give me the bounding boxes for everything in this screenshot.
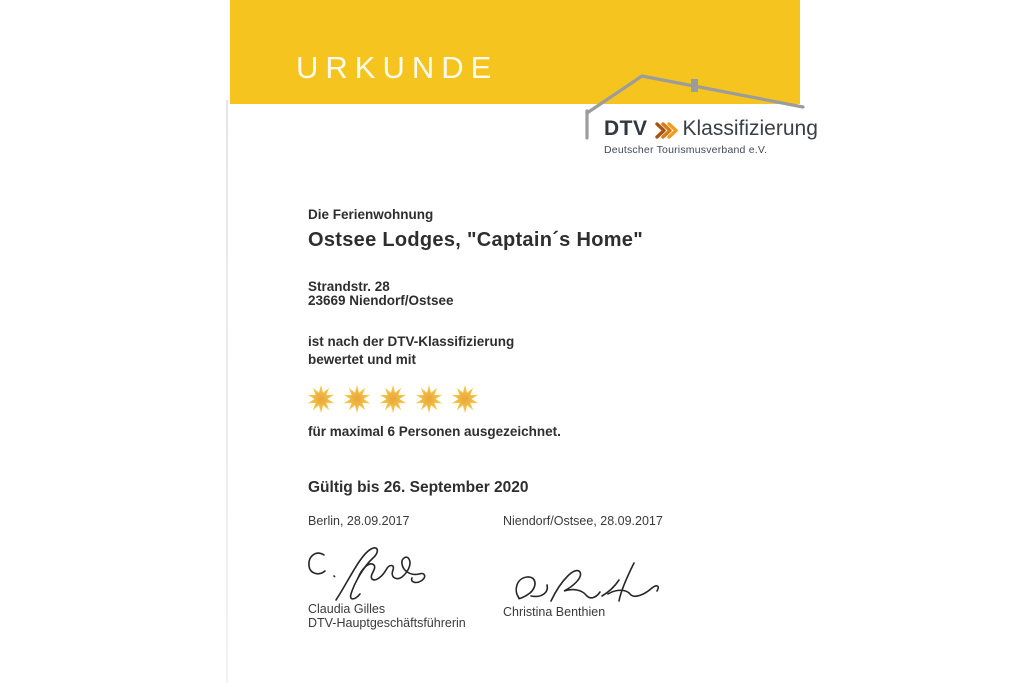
signature-christina-benthien xyxy=(503,558,663,608)
star-icon xyxy=(378,384,408,414)
star-icon xyxy=(414,384,444,414)
page-edge-line xyxy=(226,100,228,683)
certificate-title: URKUNDE xyxy=(296,50,499,85)
statement-line-2: bewertet und mit xyxy=(308,352,417,367)
signatory-role-left: DTV-Hauptgeschäftsführerin xyxy=(308,616,466,630)
signatory-name-left: Claudia Gilles xyxy=(308,602,386,616)
address-street: Strandstr. 28 xyxy=(308,279,390,294)
signatory-name-right: Christina Benthien xyxy=(503,605,606,619)
star-rating xyxy=(306,384,480,414)
place-date-right: Niendorf/Ostsee, 28.09.2017 xyxy=(503,514,663,528)
place-date-left: Berlin, 28.09.2017 xyxy=(308,514,410,528)
address-city: 23669 Niendorf/Ostsee xyxy=(308,293,454,308)
star-icon xyxy=(450,384,480,414)
chevrons-icon xyxy=(655,122,679,139)
signature-claudia-gilles xyxy=(300,542,450,602)
star-icon xyxy=(306,384,336,414)
statement-line-1: ist nach der DTV-Klassifizierung xyxy=(308,334,515,349)
logo-product-text: Klassifizierung xyxy=(682,117,818,140)
intro-line: Die Ferienwohnung xyxy=(308,207,434,222)
star-icon xyxy=(342,384,372,414)
award-line: für maximal 6 Personen ausgezeichnet. xyxy=(308,424,561,439)
logo-subtitle: Deutscher Tourismusverband e.V. xyxy=(604,144,768,156)
dtv-logo xyxy=(604,117,818,141)
property-name: Ostsee Lodges, "Captain´s Home" xyxy=(308,229,644,251)
logo-brand-text: DTV xyxy=(604,117,648,140)
validity-line: Gültig bis 26. September 2020 xyxy=(308,479,529,496)
